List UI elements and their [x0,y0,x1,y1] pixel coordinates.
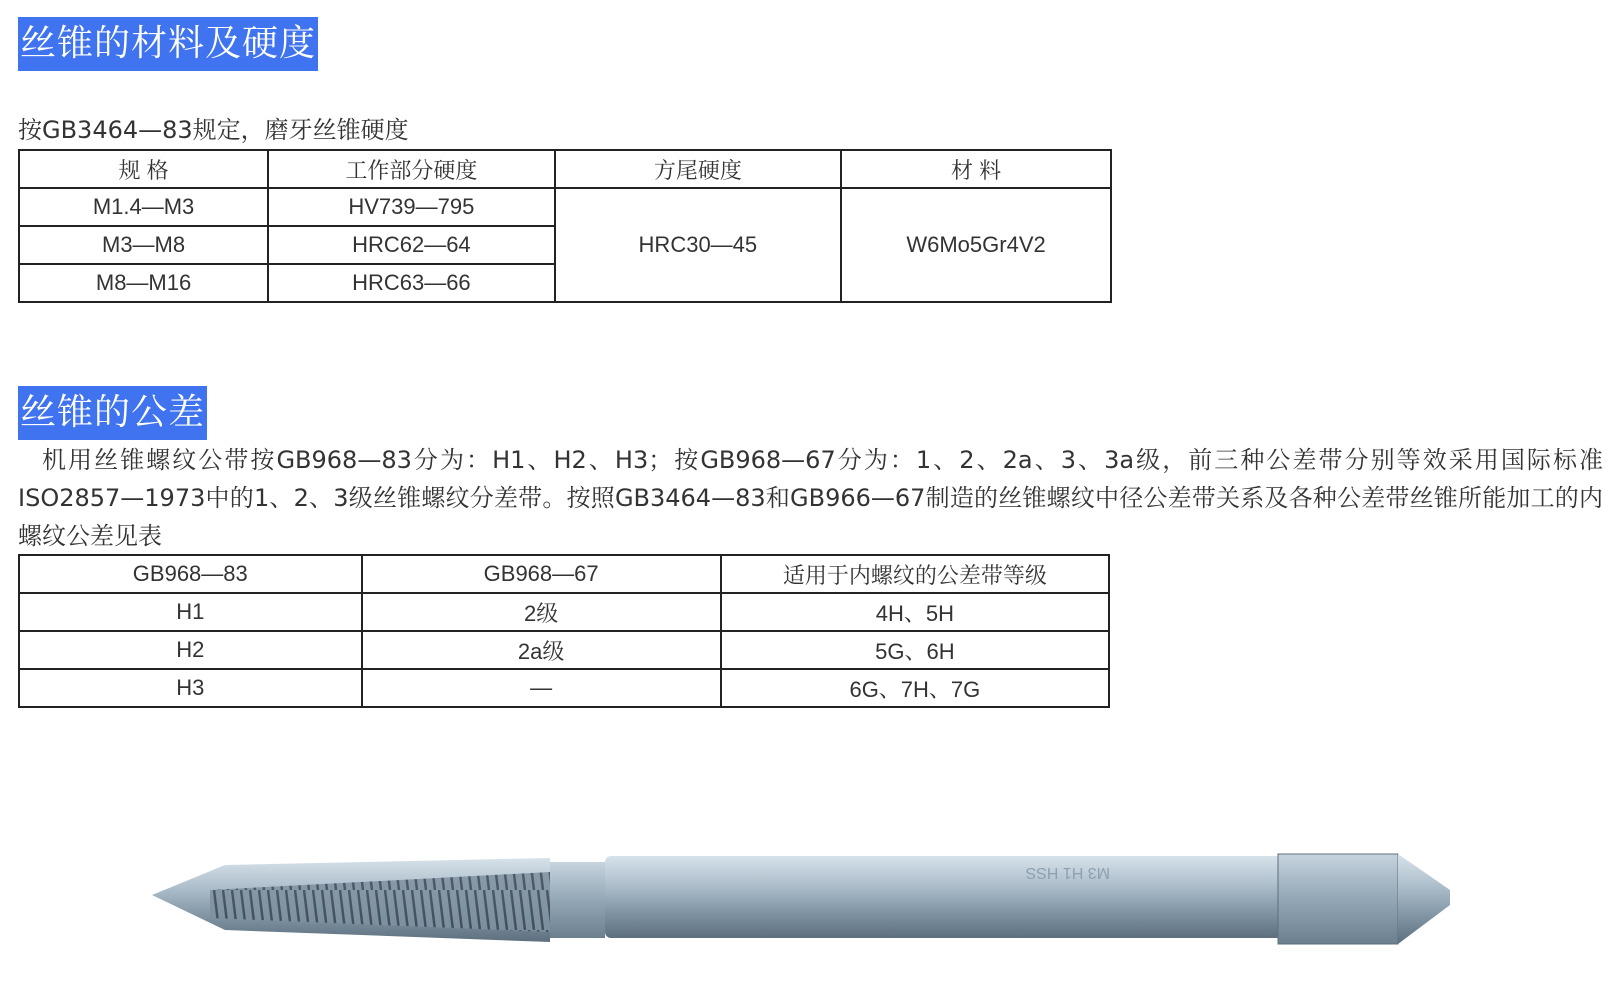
tap-tool-graphic [150,850,1510,960]
table-row [19,631,1109,669]
table-row [19,669,1109,707]
material-cell: W6Mo5Gr4V2 [841,188,1111,302]
table-cell: H2 [19,631,362,669]
tap-tool-image [150,850,1510,960]
table-cell: H3 [19,669,362,707]
header-cell: GB968—67 [362,555,721,593]
table-cell: — [362,669,721,707]
table-cell: 5G、6H [721,631,1109,669]
table-cell: M3—M8 [19,226,268,264]
table-row [19,593,1109,631]
table-cell: H1 [19,593,362,631]
table-cell: 2级 [362,593,721,631]
table-cell: 6G、7H、7G [721,669,1109,707]
table-cell: 4H、5H [721,593,1109,631]
table-header-row [19,555,1109,593]
table-cell: 2a级 [362,631,721,669]
tool-marking: M3 H1 HSS [1025,864,1110,881]
tail-hardness-cell: HRC30—45 [555,188,841,302]
materials-intro: 按GB3464—83规定，磨牙丝锥硬度 [18,116,409,144]
hardness-table [18,149,1112,303]
tolerance-table [18,554,1110,708]
tolerance-paragraph: 机用丝锥螺纹公带按GB968—83分为：H1、H2、H3；按GB968—67分为：1、2、2a、3、3a级，前三种公差带分别等效采用国际标准ISO2857—1973中的1、2、3级丝锥螺纹分差带。按照GB3464—83和GB966—67制造的丝锥螺纹中径公差带关系及各种公差带丝锥所能加工的内螺纹公差见表 [18,446,1603,550]
header-cell: 方尾硬度 [555,150,841,188]
table-row [19,188,1111,226]
table-cell: M1.4—M3 [19,188,268,226]
table-cell: HV739—795 [268,188,554,226]
table-cell: HRC63—66 [268,264,554,302]
table-header-row [19,150,1111,188]
header-cell: GB968—83 [19,555,362,593]
header-cell: 材 料 [841,150,1111,188]
header-cell: 工作部分硬度 [268,150,554,188]
header-cell: 适用于内螺纹的公差带等级 [721,555,1109,593]
section-title-tolerance: 丝锥的公差 [18,386,207,440]
header-cell: 规 格 [19,150,268,188]
table-cell: HRC62—64 [268,226,554,264]
section-title-materials: 丝锥的材料及硬度 [18,17,318,71]
table-cell: M8—M16 [19,264,268,302]
